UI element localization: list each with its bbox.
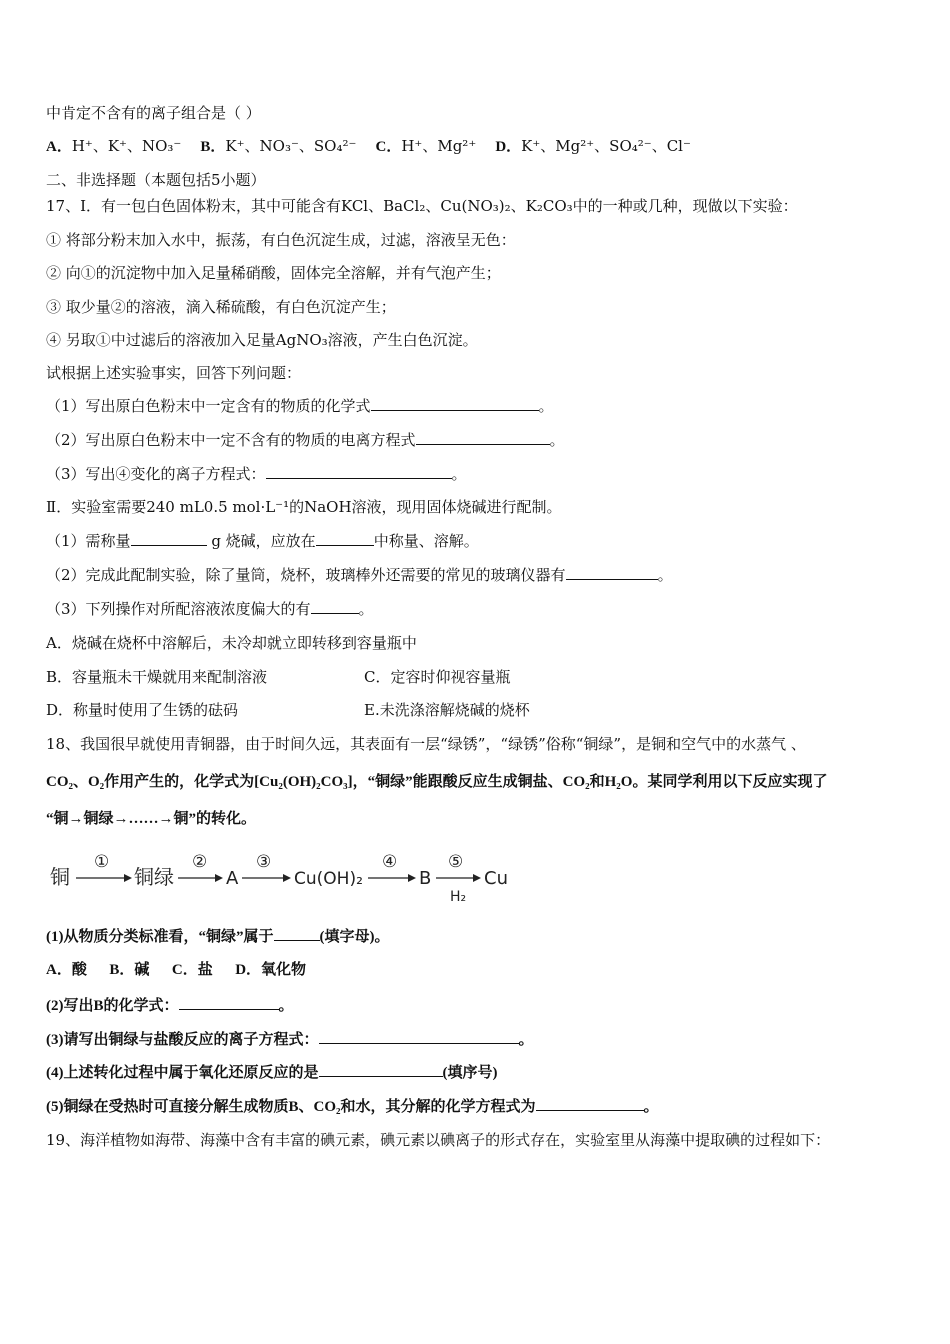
answer-blank[interactable]: [416, 430, 550, 445]
q17-option-c: C．定容时仰视容量瓶: [364, 668, 511, 686]
q17-part2-q2: [46, 565, 673, 585]
conversion-diagram: [50, 848, 520, 904]
q16-option-b-letter: B．: [200, 139, 226, 155]
answer-blank[interactable]: [131, 531, 207, 546]
end-mark: 。: [278, 998, 294, 1014]
answer-blank[interactable]: [566, 565, 658, 580]
q18-q1-text: (1)从物质分类标准看，“铜绿”属于: [46, 929, 274, 945]
q18-q1: [46, 926, 390, 947]
q18-option-b: B．碱: [109, 962, 150, 978]
q17-options-row-bc: [46, 667, 846, 687]
diagram-node-cu-oh2: Cu(OH)₂: [294, 869, 363, 889]
q17-option-b: B．容量瓶未干燥就用来配制溶液: [46, 668, 268, 686]
answer-blank[interactable]: [319, 1029, 519, 1044]
q17-part1-q3: [46, 464, 467, 484]
diagram-node-copper: 铜: [50, 865, 70, 889]
diagram-node-a: A: [226, 868, 239, 889]
diagram-reagent-h2: H₂: [450, 889, 467, 904]
q17-step-3: ③ 取少量②的溶液，滴入稀硫酸，有白色沉淀产生；: [46, 298, 396, 316]
q17-intro: 17、Ⅰ．有一包白色固体粉末，其中可能含有KCl、BaCl₂、Cu(NO₃)₂、K₂CO₃中的一种或几种，现做以下实验：: [46, 197, 798, 215]
answer-blank[interactable]: [311, 599, 359, 614]
q16-option-d: K⁺、Mg²⁺、SO₄²⁻、Cl⁻: [521, 137, 691, 155]
diagram-step-3: ③: [256, 852, 272, 872]
diagram-step-2: ②: [192, 852, 208, 872]
diagram-arrowhead-5: [473, 874, 481, 882]
q17-part1-q2-text: （2）写出原白色粉末中一定不含有的物质的电离方程式: [46, 431, 416, 449]
q18-q3-text: (3)请写出铜绿与盐酸反应的离子方程式：: [46, 1032, 319, 1048]
diagram-arrowhead-1: [124, 874, 132, 882]
q16-tail: 中肯定不含有的离子组合是（ ）: [46, 104, 261, 122]
q17-option-e: E.未洗涤溶解烧碱的烧杯: [364, 701, 530, 719]
q18-option-d: D．氧化物: [235, 962, 307, 978]
diagram-step-1: ①: [94, 852, 110, 872]
diagram-arrowhead-2: [215, 874, 223, 882]
q17-part2-q1-c: 中称量、溶解。: [373, 532, 479, 550]
diagram-arrowhead-3: [283, 874, 291, 882]
end-mark: 。: [643, 1099, 659, 1115]
diagram-step-5: ⑤: [448, 852, 464, 872]
q16-option-b: K⁺、NO₃⁻、SO₄²⁻: [225, 137, 357, 155]
end-mark: 。: [518, 1032, 534, 1048]
q17-option-a: A．烧碱在烧杯中溶解后，未冷却就立即转移到容量瓶中: [46, 634, 417, 652]
diagram-node-copper-green: 铜绿: [134, 865, 174, 889]
q18-q2-text: (2)写出B的化学式：: [46, 998, 179, 1014]
q19-intro: 19、海洋植物如海带、海藻中含有丰富的碘元素，碘元素以碘离子的形式存在，实验室里从海藻中提取碘的过程如下：: [46, 1131, 831, 1149]
q16-option-a: H⁺、K⁺、NO₃⁻: [71, 137, 182, 155]
q17-part1-q3-text: （3）写出④变化的离子方程式：: [46, 465, 266, 483]
q16-option-a-letter: A．: [46, 139, 72, 155]
q16-options: [46, 136, 691, 157]
q17-part1-q1-text: （1）写出原白色粉末中一定含有的物质的化学式: [46, 397, 371, 415]
q17-option-d: D．称量时使用了生锈的砝码: [46, 701, 239, 719]
answer-blank[interactable]: [274, 926, 320, 941]
q17-step-1: ① 将部分粉末加入水中，振荡，有白色沉淀生成，过滤，溶液呈无色：: [46, 231, 516, 249]
q16-option-c: H⁺、Mg²⁺: [401, 137, 477, 155]
answer-blank[interactable]: [536, 1096, 644, 1111]
q18-q3: [46, 1029, 534, 1050]
q16-option-c-letter: C．: [375, 139, 402, 155]
diagram-step-4: ④: [382, 852, 398, 872]
answer-blank[interactable]: [319, 1062, 443, 1077]
end-mark: 。: [538, 397, 554, 415]
q17-step-4: ④ 另取①中过滤后的溶液加入足量AgNO₃溶液，产生白色沉淀。: [46, 331, 478, 349]
end-mark: 。: [358, 600, 374, 618]
q16-option-d-letter: D．: [495, 139, 522, 155]
q18-q1-options: [46, 960, 306, 980]
q17-part1-q1: [46, 396, 554, 416]
q18-q4-tail: (填序号): [442, 1065, 498, 1081]
answer-blank[interactable]: [266, 464, 452, 479]
q17-part2-q1: [46, 531, 479, 551]
diagram-node-b: B: [419, 868, 432, 889]
q18-q4: [46, 1062, 498, 1083]
answer-blank[interactable]: [371, 396, 539, 411]
q18-q4-text: (4)上述转化过程中属于氧化还原反应的是: [46, 1065, 319, 1081]
q18-q1-tail: (填字母)。: [319, 929, 390, 945]
q17-part2-q2-text: （2）完成此配制实验，除了量筒，烧杯，玻璃棒外还需要的常见的玻璃仪器有: [46, 566, 566, 584]
diagram-node-cu: Cu: [484, 868, 508, 889]
q17-part2-q1-a: （1）需称量: [46, 532, 131, 550]
q18-intro-3: “铜→铜绿→……→铜”的转化。: [46, 811, 257, 827]
q17-part2-q3-text: （3）下列操作对所配溶液浓度偏大的有: [46, 600, 311, 618]
q18-intro-2: CO₂、O₂作用产生的，化学式为[Cu₂(OH)₂CO₃]，“铜绿”能跟酸反应生成铜盐、CO₂和H₂O。某同学利用以下反应实现了: [46, 774, 828, 790]
end-mark: 。: [451, 465, 467, 483]
end-mark: 。: [657, 566, 673, 584]
section-heading: 二、非选择题（本题包括5小题）: [46, 171, 266, 189]
q18-option-c: C．盐: [171, 962, 213, 978]
q17-step-2: ② 向①的沉淀物中加入足量稀硝酸，固体完全溶解，并有气泡产生；: [46, 264, 501, 282]
q18-q5-text: (5)铜绿在受热时可直接分解生成物质B、CO₂和水，其分解的化学方程式为: [46, 1099, 536, 1115]
q17-part1-q2: [46, 430, 565, 450]
q17-prompt: 试根据上述实验事实，回答下列问题：: [46, 364, 302, 382]
q17-part2-q3: [46, 599, 374, 619]
diagram-arrowhead-4: [408, 874, 416, 882]
answer-blank[interactable]: [316, 531, 374, 546]
q18-intro-1: 18、我国很早就使用青铜器，由于时间久远，其表面有一层“绿锈”，“绿锈”俗称“铜绿”，是铜和空气中的水蒸气 、: [46, 735, 806, 753]
q18-option-a: A．酸: [46, 962, 87, 978]
answer-blank[interactable]: [179, 995, 279, 1010]
end-mark: 。: [549, 431, 565, 449]
q18-q5: [46, 1096, 659, 1117]
q18-q2: [46, 995, 294, 1016]
q17-options-row-de: [46, 700, 846, 720]
q17-part2-q1-b: g 烧碱，应放在: [206, 532, 316, 550]
q17-part2-intro: Ⅱ．实验室需要240 mL0.5 mol·L⁻¹的NaOH溶液，现用固体烧碱进行配制。: [46, 498, 562, 516]
